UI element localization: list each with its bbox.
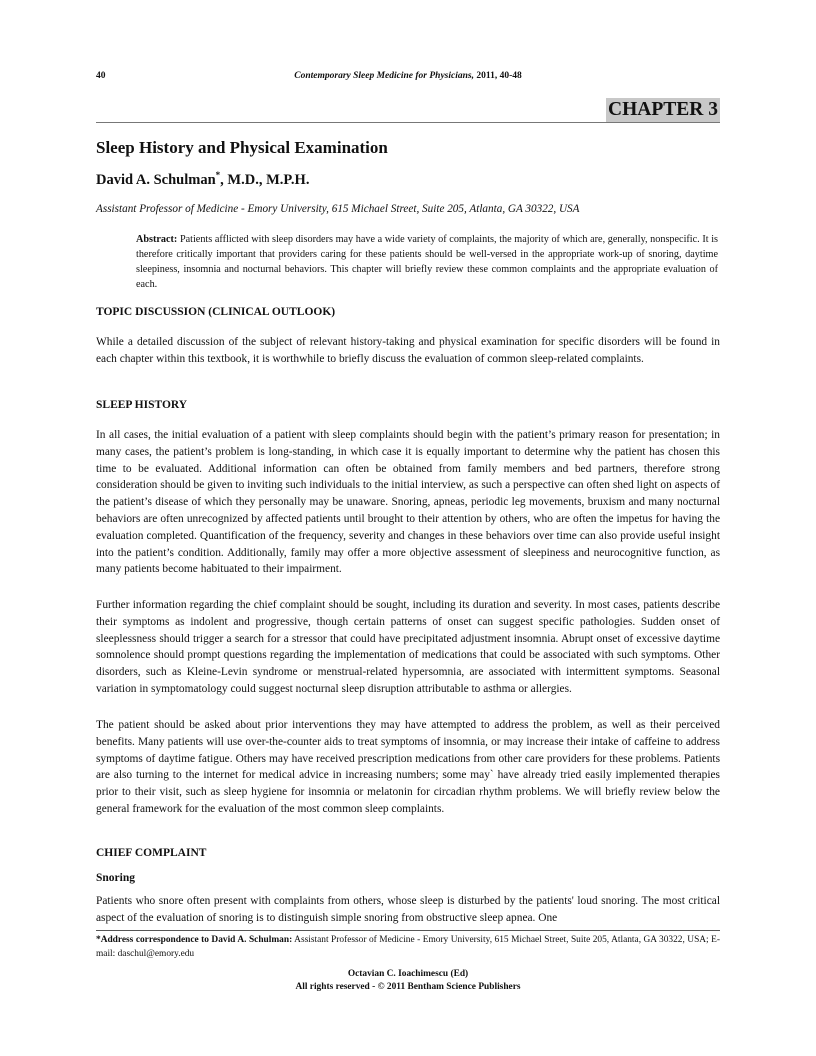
- footnote-divider: [96, 930, 720, 931]
- author-footnote-mark: *: [215, 170, 221, 180]
- paragraph-sleep-history-2: Further information regarding the chief complaint should be sought, including its duration and severity. In most cases, patients describe their symptoms as indolent and progressive, though certain patterns of onset can suggest specific pathologies. Sudden onset of sleeplessness should trigger a search for a stressor that could have precipitated adjustment insomnia. Abrupt onset of excessive daytime somnolence should prompt questions regarding the implementation of medications that could be associated with such symptoms. Other disorders, such as Kleine-Levin syndrome or menstrual-related hypersomnia, are associated with intermittent symptoms. Seasonal variation in symptomatology could suggest nocturnal sleep disruption attributable to asthma or allergies.: [96, 599, 720, 695]
- journal-citation: [96, 71, 720, 81]
- abstract-label: Abstract:: [136, 234, 178, 245]
- abstract-text: Patients afflicted with sleep disorders may have a wide variety of complaints, the majority of which are, generally, nonspecific. It is therefore critically important that providers caring for these patients should be well-versed in the appropriate work-up of snoring, daytime sleepiness, insomnia and nocturnal behaviors. This chapter will briefly review these common complaints and the appropriate evaluation of each.: [136, 234, 718, 290]
- running-head: [96, 71, 720, 85]
- correspondence-footnote: [96, 933, 720, 961]
- correspondence-label: *Address correspondence to David A. Schulman:: [96, 935, 293, 945]
- heading-snoring: Snoring: [96, 872, 135, 884]
- copyright-line: All rights reserved - © 2011 Bentham Science Publishers: [295, 982, 521, 992]
- author-line: [96, 170, 309, 189]
- author-degrees: , M.D., M.P.H.: [220, 172, 310, 188]
- author-affiliation: Assistant Professor of Medicine - Emory University, 615 Michael Street, Suite 205, Atlanta, GA 30322, USA: [96, 203, 580, 215]
- correspondence-text: Assistant Professor of Medicine - Emory University, 615 Michael Street, Suite 205, Atlanta, GA 30322, USA; E-mail: daschul@emory.edu: [96, 935, 720, 959]
- article-title: Sleep History and Physical Examination: [96, 138, 388, 157]
- paragraph-sleep-history-3: The patient should be asked about prior interventions they may have attempted to address the problem, as well as their perceived benefits. Many patients will use over-the-counter aids to treat symptoms of insomnia, or may increase their intake of caffeine to address symptoms of daytime fatigue. Others may have received prescription medications from other care providers for these problems. Patients are also turning to the internet for medical advice in increasing numbers; some may` have already tried easily implemented therapies prior to their visit, such as sleep hygiene for insomnia or melatonin for circadian rhythm problems. We will briefly review below the general framework for the evaluation of the most common sleep complaints.: [96, 719, 720, 815]
- paragraph-snoring: Patients who snore often present with complaints from others, whose sleep is disturbed by the patients' loud snoring. The most critical aspect of the evaluation of snoring is to distinguish simple snoring from obstructive sleep apnea. One: [96, 895, 720, 924]
- abstract: [136, 232, 718, 292]
- header-divider: [96, 122, 720, 123]
- paragraph-topic: While a detailed discussion of the subject of relevant history-taking and physical examination for specific disorders will be found in each chapter within this textbook, it is worthwhile to briefly discuss the evaluation of common sleep-related complaints.: [96, 336, 720, 365]
- journal-title: Contemporary Sleep Medicine for Physicians,: [294, 71, 474, 81]
- heading-chief-complaint: CHIEF COMPLAINT: [96, 847, 207, 859]
- heading-topic-discussion: TOPIC DISCUSSION (CLINICAL OUTLOOK): [96, 306, 336, 318]
- paragraph-sleep-history-1: In all cases, the initial evaluation of a patient with sleep complaints should begin with the patient’s primary reason for presentation; in many cases, the patient’s problem is long-standing, in which case it is equally important to determine why the patient has chosen this time to be evaluated. Additional information can often be obtained from family members and bed partners, therefore strong consideration should be given to inviting such individuals to the initial interview, as such a perspective can often shed light on aspects of the patient’s disease of which they personally may be unaware. Snoring, apneas, periodic leg movements, bruxism and many nocturnal behaviors are often unrecognized by affected patients until brought to their attention by others, who are often the impetus for having the evaluation completed. Quantification of the frequency, severity and changes in these behaviors over time can also provide useful insight into the patient’s condition. Additionally, family may offer a more objective assessment of sleepiness and neurocognitive function, as many patients become habituated to their impairment.: [96, 429, 720, 576]
- editor-line: Octavian C. Ioachimescu (Ed): [347, 969, 469, 979]
- chapter-label: CHAPTER 3: [608, 99, 718, 120]
- page-number: 40: [96, 71, 106, 81]
- journal-meta: 2011, 40-48: [473, 71, 522, 81]
- publisher-imprint: [96, 968, 720, 994]
- heading-sleep-history: SLEEP HISTORY: [96, 399, 188, 411]
- author-name: David A. Schulman: [96, 172, 216, 188]
